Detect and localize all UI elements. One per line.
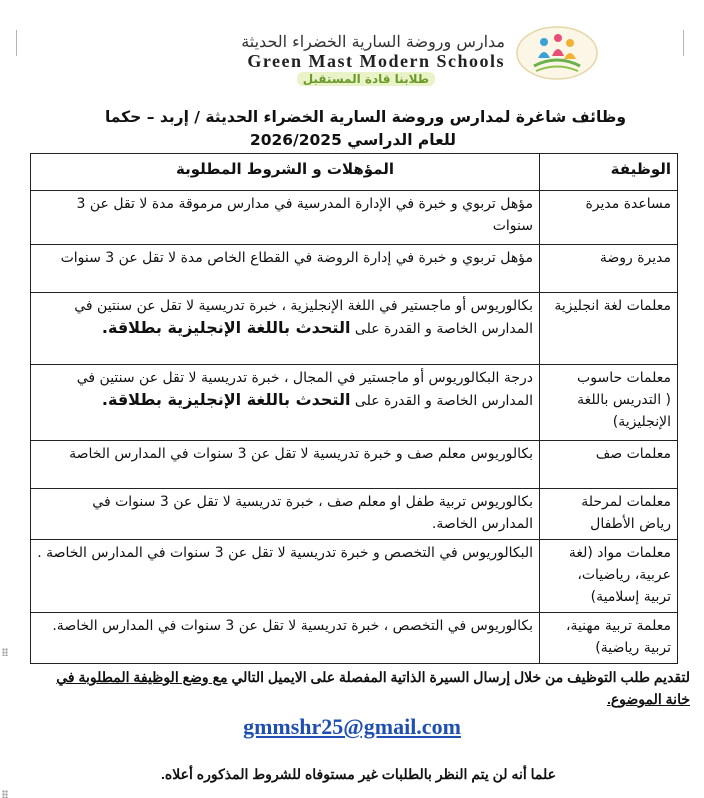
job-qualifications: بكالوريوس في التخصص ، خبرة تدريسية لا تقل عن 3 سنوات في المدارس الخاصة. (31, 613, 540, 664)
job-qualifications: مؤهل تربوي و خبرة في إدارة الروضة في القطاع الخاص مدة لا تقل عن 3 سنوات (31, 245, 540, 293)
job-title-note: ( التدريس باللغة الإنجليزية) (577, 392, 671, 430)
page-title: وظائف شاغرة لمدارس وروضة السارية الخضراء الحديثة / إربد – حكما (104, 108, 626, 126)
table-row (31, 245, 678, 293)
qualification-emphasis: التحدث باللغة الإنجليزية بطلاقة. (101, 318, 351, 337)
school-name-english: Green Mast Modern Schools (247, 51, 505, 71)
table-row (31, 489, 678, 540)
page-corner-mark-right (665, 30, 684, 56)
application-instructions (50, 666, 690, 710)
school-letterhead (120, 24, 600, 86)
job-qualifications (31, 293, 540, 365)
application-email-link[interactable]: gmmshr25@gmail.com (243, 714, 461, 739)
table-row (31, 365, 678, 441)
school-name-arabic: مدارس وروضة السارية الخضراء الحديثة (241, 32, 505, 51)
job-qualifications: بكالوريوس تربية طفل او معلم صف ، خبرة تدريسية لا تقل عن 3 سنوات في المدارس الخاصة. (31, 489, 540, 540)
resize-handle-dots[interactable] (2, 790, 8, 798)
qualification-text: بكالوريوس أو ماجستير في اللغة الإنجليزية ، خبرة تدريسية لا تقل عن سنتين في المدارس الخاصة و القدرة على (74, 298, 533, 337)
job-qualifications: البكالوريوس في التخصص و خبرة تدريسية لا تقل عن 3 سنوات في المدارس الخاصة . (31, 540, 540, 613)
school-tagline: طلابنا قادة المستقبل (297, 72, 435, 86)
job-qualifications (31, 365, 540, 441)
job-qualifications: مؤهل تربوي و خبرة في الإدارة المدرسية في مدارس مرموقة مدة لا تقل عن 3 سنوات (31, 191, 540, 245)
application-text: لتقديم طلب التوظيف من خلال إرسال السيرة الذاتية المفصلة على الايميل التالي (231, 669, 690, 685)
table-row (31, 191, 678, 245)
resize-handle-dots[interactable] (2, 648, 8, 656)
job-qualifications: بكالوريوس معلم صف و خبرة تدريسية لا تقل عن 3 سنوات في المدارس الخاصة (31, 441, 540, 489)
table-row (31, 441, 678, 489)
table-row (31, 293, 678, 365)
page-corner-mark-left (16, 30, 35, 56)
vacancies-table (30, 153, 678, 664)
application-subject-note: مع وضع الوظيفة المطلوبة في خانة الموضوع. (56, 669, 690, 707)
job-title (540, 365, 678, 441)
job-title: مديرة روضة (540, 245, 678, 293)
column-header-qualifications: المؤهلات و الشروط المطلوبة (31, 154, 540, 191)
job-title: معلمات لغة انجليزية (540, 293, 678, 365)
job-title: معلمات مواد (لغة عربية، رياضيات، تربية إسلامية) (540, 540, 678, 613)
column-header-job: الوظيفة (540, 154, 678, 191)
page-subtitle: للعام الدراسي 2026/2025 (249, 131, 456, 149)
eligibility-notice: علما أنه لن يتم النظر بالطلبات غير مستوفاه للشروط المذكوره أعلاه. (161, 766, 556, 782)
table-row (31, 540, 678, 613)
table-row (31, 613, 678, 664)
job-title: معلمة تربية مهنية، تربية رياضية) (540, 613, 678, 664)
school-logo-icon (514, 24, 600, 82)
job-title: مساعدة مديرة (540, 191, 678, 245)
job-title-text: معلمات حاسوب (577, 370, 671, 386)
job-title: معلمات لمرحلة رياض الأطفال (540, 489, 678, 540)
job-title: معلمات صف (540, 441, 678, 489)
qualification-text: درجة البكالوريوس أو ماجستير في المجال ، خبرة تدريسية لا تقل عن سنتين في المدارس الخاصة و القدرة على (76, 370, 533, 409)
qualification-emphasis: التحدث باللغة الإنجليزية بطلاقة. (101, 390, 351, 409)
table-header-row (31, 154, 678, 191)
